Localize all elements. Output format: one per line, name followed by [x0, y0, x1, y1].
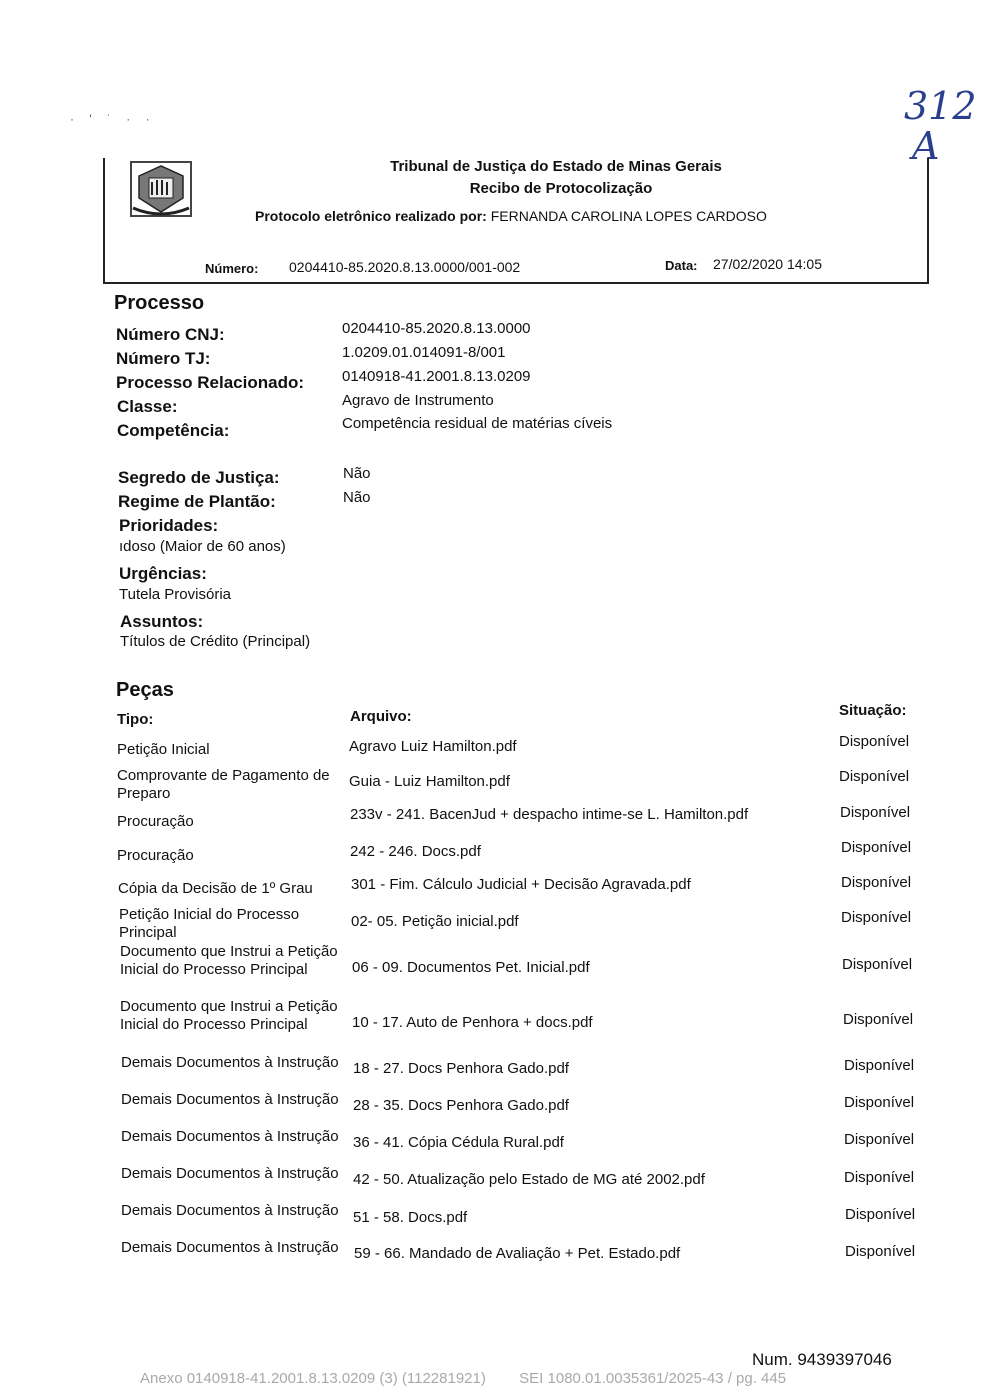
- handwritten-page-number: 312: [904, 84, 977, 128]
- protocol-line: [255, 208, 767, 224]
- row-arquivo: 51 - 58. Docs.pdf: [353, 1209, 468, 1226]
- urgencias-value: Tutela Provisória: [119, 586, 231, 603]
- row-arquivo: 10 - 17. Auto de Penhora + docs.pdf: [352, 1014, 593, 1031]
- field-value-segredo-justica: Não: [343, 465, 371, 482]
- receipt-header: [103, 158, 929, 284]
- row-tipo: Petição Inicial: [117, 741, 210, 758]
- row-tipo: Documento que Instrui a Petição Inicial do Processo Principal: [120, 943, 338, 978]
- row-tipo: Comprovante de Pagamento de Preparo: [117, 767, 330, 802]
- processo-section-title: Processo: [114, 292, 205, 314]
- row-arquivo: 28 - 35. Docs Penhora Gado.pdf: [353, 1097, 569, 1114]
- scan-specks: · ' ˙ · ·: [70, 112, 156, 126]
- row-arquivo: 06 - 09. Documentos Pet. Inicial.pdf: [352, 959, 590, 976]
- field-value-processo-relacionado: 0140918-41.2001.8.13.0209: [342, 368, 531, 385]
- row-arquivo: 36 - 41. Cópia Cédula Rural.pdf: [353, 1134, 564, 1151]
- field-label-classe: Classe:: [117, 397, 178, 416]
- row-situacao: Disponível: [841, 839, 912, 856]
- row-tipo: Demais Documentos à Instrução: [121, 1091, 339, 1108]
- row-tipo: Petição Inicial do Processo Principal: [119, 906, 300, 941]
- document-number: Num. 9439397046: [752, 1350, 892, 1369]
- col-header-arquivo: Arquivo:: [350, 708, 412, 725]
- row-tipo: Demais Documentos à Instrução: [121, 1239, 339, 1256]
- row-arquivo: Agravo Luiz Hamilton.pdf: [349, 738, 517, 755]
- numero-label: Número:: [205, 261, 259, 276]
- field-value-competencia: Competência residual de matérias cíveis: [342, 415, 613, 432]
- row-arquivo: 242 - 246. Docs.pdf: [350, 843, 481, 860]
- row-situacao: Disponível: [839, 733, 910, 750]
- row-situacao: Disponível: [844, 1131, 915, 1148]
- handwritten-page-mark: [904, 84, 977, 168]
- row-situacao: Disponível: [845, 1243, 916, 1260]
- field-value-regime-plantao: Não: [343, 489, 371, 506]
- row-tipo: Procuração: [117, 813, 194, 830]
- court-name: Tribunal de Justiça do Estado de Minas Gerais: [390, 158, 722, 175]
- pecas-section-title: Peças: [116, 679, 174, 701]
- numero-value: 0204410-85.2020.8.13.0000/001-002: [289, 259, 521, 275]
- prioridades-label: Prioridades:: [119, 516, 219, 535]
- field-label-competencia: Competência:: [117, 421, 230, 440]
- urgencias-label: Urgências:: [119, 564, 207, 583]
- row-arquivo: 02- 05. Petição inicial.pdf: [351, 913, 519, 930]
- row-arquivo: 18 - 27. Docs Penhora Gado.pdf: [353, 1060, 569, 1077]
- row-situacao: Disponível: [841, 874, 912, 891]
- row-arquivo: 233v - 241. BacenJud + despacho intime-se L. Hamilton.pdf: [350, 806, 749, 823]
- row-tipo: Demais Documentos à Instrução: [121, 1128, 339, 1145]
- field-value-numero-tj: 1.0209.01.014091-8/001: [342, 344, 506, 361]
- row-tipo: Demais Documentos à Instrução: [121, 1202, 339, 1219]
- row-tipo: Demais Documentos à Instrução: [121, 1054, 339, 1071]
- row-situacao: Disponível: [844, 1094, 915, 1111]
- field-value-classe: Agravo de Instrumento: [342, 392, 494, 409]
- row-arquivo: Guia - Luiz Hamilton.pdf: [349, 773, 510, 790]
- row-situacao: Disponível: [840, 804, 911, 821]
- field-label-segredo-justica: Segredo de Justiça:: [118, 468, 280, 487]
- row-arquivo: 59 - 66. Mandado de Avaliação + Pet. Estado.pdf: [354, 1245, 681, 1262]
- col-header-situacao: Situação:: [839, 702, 907, 719]
- field-label-processo-relacionado: Processo Relacionado:: [116, 373, 305, 392]
- data-label: Data:: [665, 258, 698, 273]
- row-situacao: Disponível: [843, 1011, 914, 1028]
- protocol-name: FERNANDA CAROLINA LOPES CARDOSO: [490, 208, 767, 224]
- col-header-tipo: Tipo:: [117, 711, 154, 728]
- row-situacao: Disponível: [841, 909, 912, 926]
- row-situacao: Disponível: [844, 1057, 915, 1074]
- data-value: 27/02/2020 14:05: [713, 256, 822, 272]
- row-situacao: Disponível: [845, 1206, 916, 1223]
- annex-footer: Anexo 0140918-41.2001.8.13.0209 (3) (112281921) SEI 1080.01.0035361/2025-43 / pg. 445: [140, 1370, 787, 1387]
- row-arquivo: 301 - Fim. Cálculo Judicial + Decisão Agravada.pdf: [351, 876, 691, 893]
- receipt-title: Recibo de Protocolização: [469, 180, 653, 197]
- row-tipo: Documento que Instrui a Petição Inicial do Processo Principal: [120, 998, 338, 1033]
- row-situacao: Disponível: [844, 1169, 915, 1186]
- field-label-numero-tj: Número TJ:: [116, 349, 211, 368]
- handwritten-letter: A: [912, 124, 940, 168]
- prioridades-value: ıdoso (Maior de 60 anos): [119, 538, 286, 555]
- row-situacao: Disponível: [842, 956, 913, 973]
- row-tipo: Cópia da Decisão de 1º Grau: [118, 880, 313, 897]
- field-value-numero-cnj: 0204410-85.2020.8.13.0000: [342, 320, 531, 337]
- assuntos-value: Títulos de Crédito (Principal): [120, 633, 311, 650]
- field-label-numero-cnj: Número CNJ:: [116, 325, 225, 344]
- assuntos-label: Assuntos:: [120, 612, 204, 631]
- protocol-label: Protocolo eletrônico realizado por:: [255, 208, 487, 224]
- row-tipo: Demais Documentos à Instrução: [121, 1165, 339, 1182]
- field-label-regime-plantao: Regime de Plantão:: [118, 492, 276, 511]
- row-tipo: Procuração: [117, 847, 194, 864]
- row-situacao: Disponível: [839, 768, 910, 785]
- row-arquivo: 42 - 50. Atualização pelo Estado de MG até 2002.pdf: [353, 1171, 705, 1188]
